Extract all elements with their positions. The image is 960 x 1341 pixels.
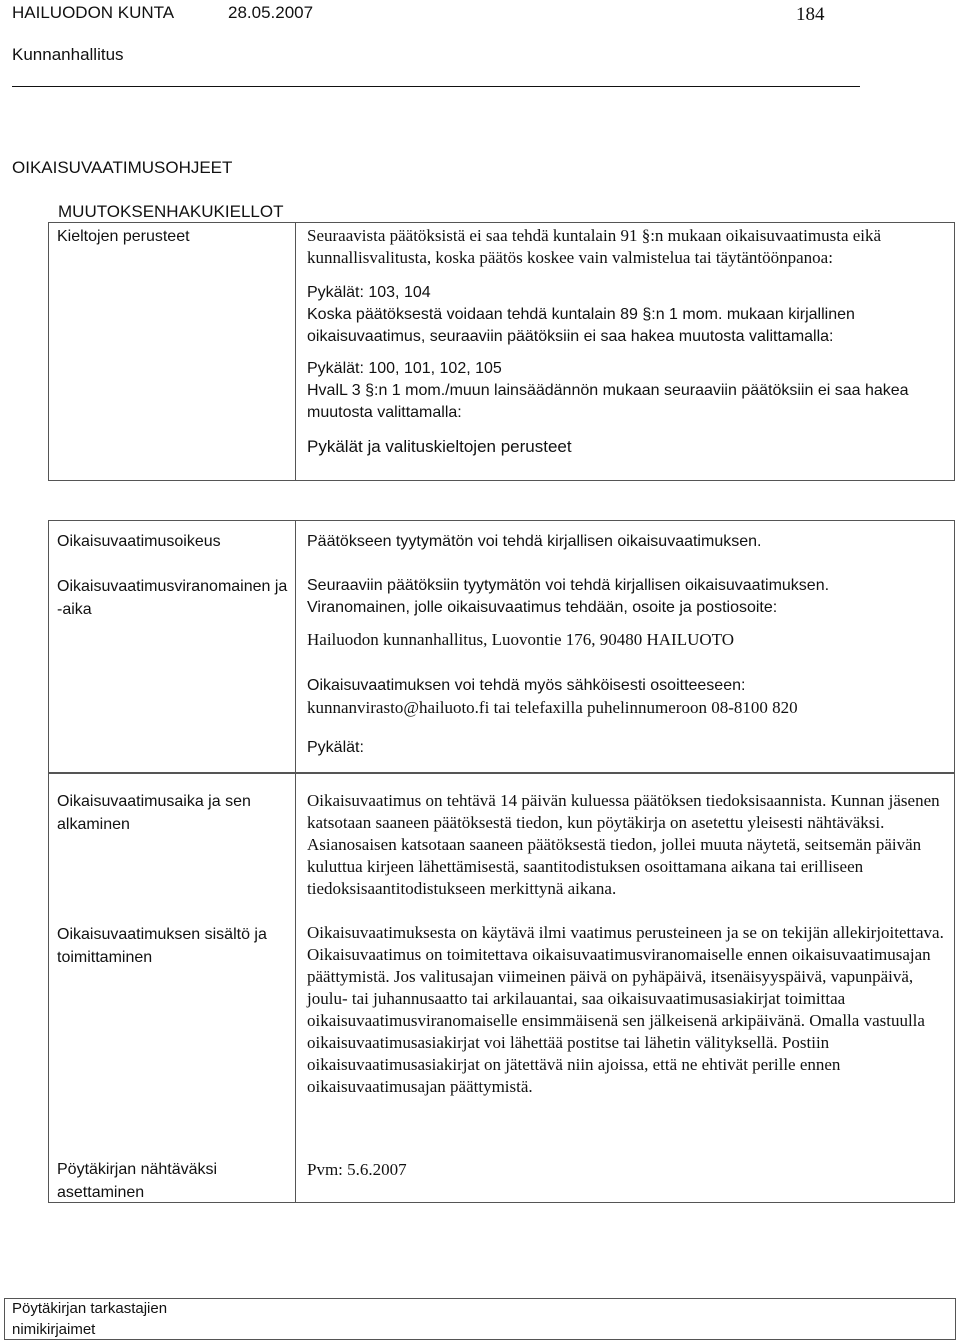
section-heading: MUUTOKSENHAKUKIELLOT <box>58 202 284 221</box>
municipality-name: HAILUODON KUNTA <box>12 3 175 22</box>
prohibitions-content <box>307 225 952 458</box>
sections-list-3: Pykälät: <box>307 739 364 756</box>
authority-text-1: Seuraaviin päätöksiin tyytymätön voi tehdä kirjallisen oikaisuvaatimuksen. <box>307 577 830 594</box>
meeting-date: 28.05.2007 <box>228 3 314 22</box>
sections-list-1: Pykälät: 103, 104 <box>307 284 431 301</box>
claim-right-label: Oikaisuvaatimusoikeus <box>57 533 221 550</box>
body-name: Kunnanhallitus <box>12 45 124 64</box>
page-number: 184 <box>796 4 825 25</box>
prohibitions-label: Kieltojen perusteet <box>57 228 190 245</box>
claim-time-text: Oikaisuvaatimus on tehtävä 14 päivän kuluessa päätöksen tiedoksisaannista. Kunnan jäsenen katsotaan saaneen päätöksestä tiedon, kun pöytäkirja on asetettu yleisesti nähtäväksi. Asianosaisen katsotaan saaneen päätöksestä tiedon, jollei muuta näytetä, seitsemän päivän kuluttua kirjeen lähettämisestä, saantitodistuksen osoittamana aikana tai erilliseen tiedoksisaantitodistukseen merkittynä aikana. <box>307 791 940 898</box>
prohibitions-divider <box>295 222 296 481</box>
claim-right-divider <box>295 520 296 773</box>
admin-law-text: HvalL 3 §:n 1 mom./muun lainsäädännön mukaan seuraaviin päätöksiin ei saa hakea muutosta valittamalla: <box>307 382 909 421</box>
claim-content-text: Oikaisuvaatimuksesta on käytävä ilmi vaatimus perusteineen ja se on tekijän allekirjoitettava. Oikaisuvaatimus on toimitettava oikaisuvaatimusviranomaiselle ennen oikaisuvaatimusajan päättymistä. Jos valitusajan viimeinen päivä on pyhäpäivä, itsenäisyyspäivä, vapunpäivä, joulu- tai juhannusaatto tai arkilauantai, saa oikaisuvaatimusasiakirjat toimittaa oikaisuvaatimusviranomaiselle ensimmäisenä sen jälkeisenä arkipäivänä. Omalla vastuulla oikaisuvaatimusasiakirjat voi lähettää postitse tai lähetin välityksellä. Postiin oikaisuvaatimusasiakirjat on jätettävä niin ajoissa, että ne ehtivät perille ennen oikaisuvaatimusajan päättymistä. <box>307 923 944 1096</box>
page-title: OIKAISUVAATIMUSOHJEET <box>12 158 233 177</box>
sections-list-2: Pykälät: 100, 101, 102, 105 <box>307 360 502 377</box>
header-rule <box>12 86 860 87</box>
email-and-fax: kunnanvirasto@hailuoto.fi tai telefaxilla puhelinnumeroon 08-8100 820 <box>307 698 798 717</box>
sections-and-reasons: Pykälät ja valituskieltojen perusteet <box>307 437 572 456</box>
claim-right-text: Päätökseen tyytymätön voi tehdä kirjallisen oikaisuvaatimuksen. <box>307 533 762 550</box>
claim-time-label: Oikaisuvaatimusaika ja sen alkaminen <box>57 793 251 833</box>
posting-label: Pöytäkirjan nähtäväksi asettaminen <box>57 1161 218 1201</box>
initials-label: Pöytäkirjan tarkastajien nimikirjaimet <box>12 1300 168 1338</box>
claim-details-divider <box>295 773 296 1203</box>
claim-content-label: Oikaisuvaatimuksen sisältö ja toimittaminen <box>57 926 267 966</box>
no-appeal-text: Seuraavista päätöksistä ei saa tehdä kuntalain 91 §:n mukaan oikaisuvaatimusta eikä kunnallisvalitusta, koska päätös koskee vain valmistelua tai täytäntöönpanoa: <box>307 226 882 267</box>
claim-right-content <box>307 531 952 759</box>
claim-authority-label: Oikaisuvaatimusviranomainen ja -aika <box>57 578 288 618</box>
electronic-submission-text: Oikaisuvaatimuksen voi tehdä myös sähköisesti osoitteeseen: <box>307 677 746 694</box>
authority-text-2: Viranomainen, jolle oikaisuvaatimus tehdään, osoite ja postiosoite: <box>307 599 778 616</box>
authority-address: Hailuodon kunnanhallitus, Luovontie 176, 90480 HAILUOTO <box>307 630 735 649</box>
claim-reason-text: Koska päätöksestä voidaan tehdä kuntalain 89 §:n 1 mom. mukaan kirjallinen oikaisuvaatimus, seuraaviin päätöksiin ei saa hakea muutosta valittamalla: <box>307 306 855 345</box>
posting-date: Pvm: 5.6.2007 <box>307 1160 407 1179</box>
